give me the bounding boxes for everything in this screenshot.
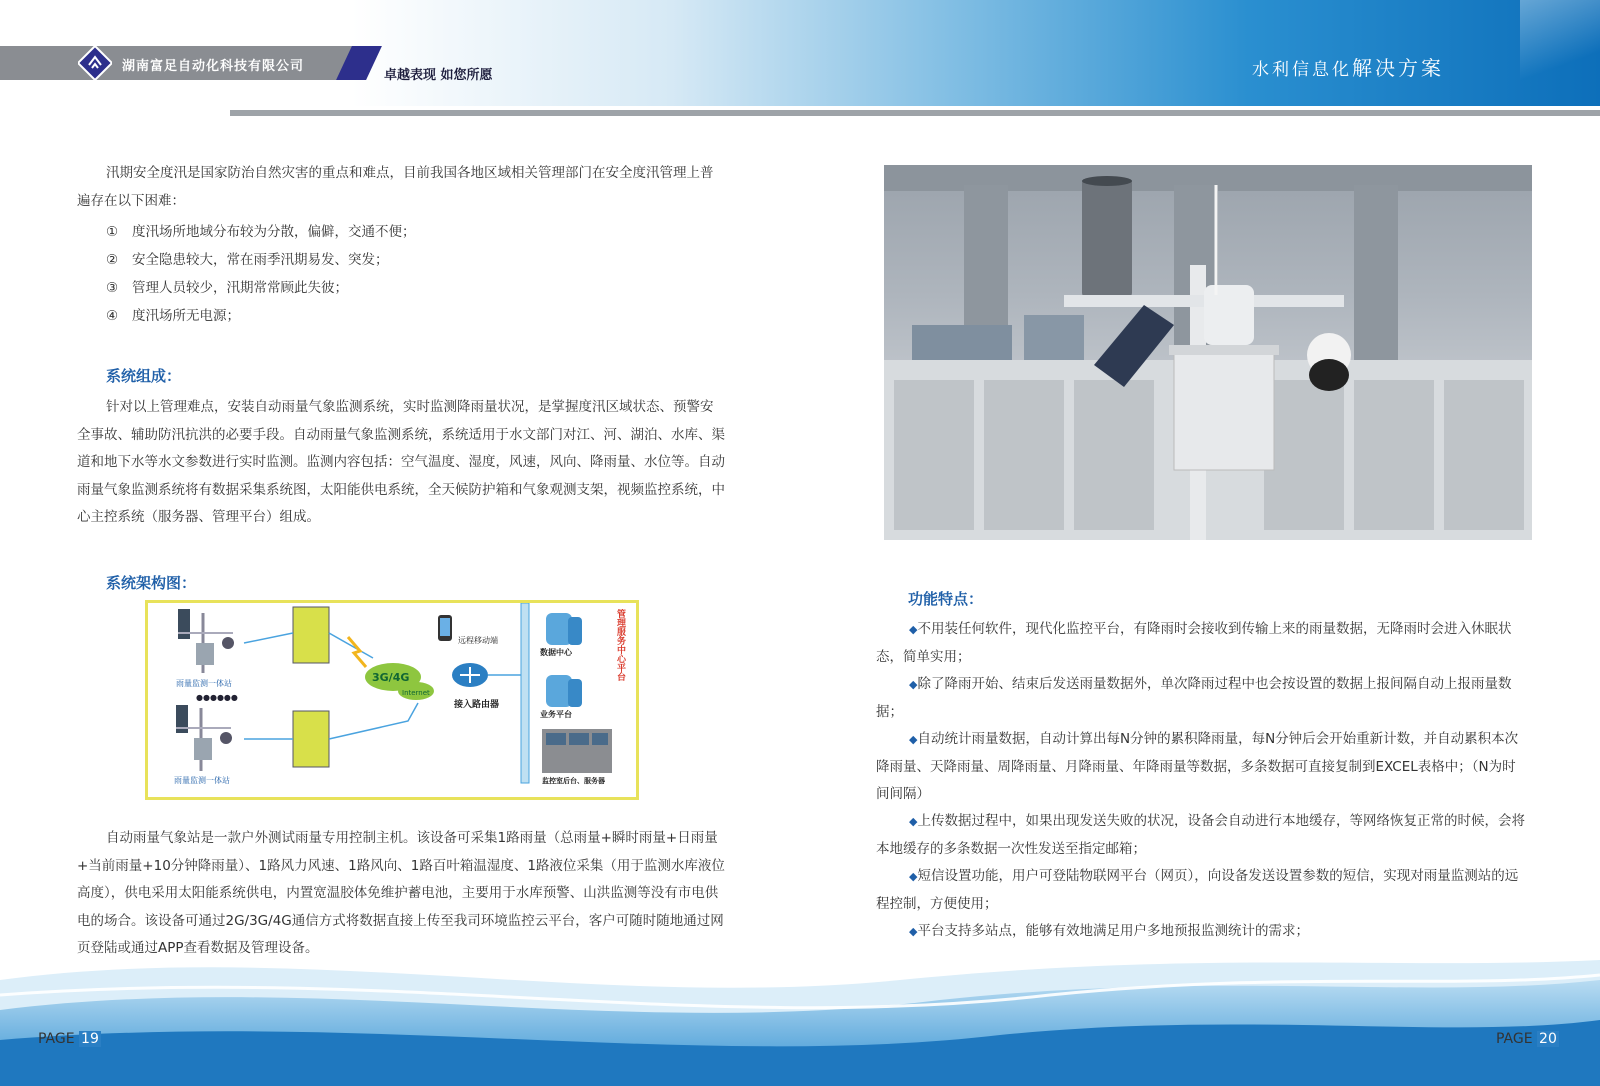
station-label: 雨量监测一体站	[176, 679, 232, 688]
diamond-bullet-icon: ◆	[909, 678, 918, 691]
dtu-device-icon	[293, 607, 329, 663]
weather-station-photo	[884, 165, 1532, 540]
header-decoration	[1520, 0, 1600, 106]
feature-text: 自动统计雨量数据，自动计算出每N分钟的累积降雨量，每N分钟后会开始重新计数，并自动累积本次降雨量、天降雨量、周降雨量、月降雨量、年降雨量等数据，多条数据可直接复制到EXCEL表格中；（N为时间间隔）	[876, 731, 1519, 802]
feature-text: 短信设置功能，用户可登陆物联网平台（网页），向设备发送设置参数的短信，实现对雨量监测站的远程控制，方便使用；	[876, 868, 1519, 912]
feature-item	[876, 671, 1526, 726]
company-name: 湖南富足自动化科技有限公司	[122, 59, 305, 74]
feature-text: 上传数据过程中，如果出现发送失败的状况，设备会自动进行本地缓存，等网络恢复正常的时候，会将本地缓存的多条数据一次性发送至指定邮箱；	[876, 813, 1525, 857]
monitor-label: 监控室后台、服务器	[542, 777, 605, 785]
list-item	[106, 304, 240, 324]
feature-text: 不用装任何软件，现代化监控平台，有降雨时会接收到传输上来的雨量数据，无降雨时会进入休眠状态，简单实用；	[876, 621, 1512, 665]
list-number: ①	[106, 224, 119, 240]
list-text: 度汛场所无电源；	[132, 308, 240, 324]
list-number: ④	[106, 308, 119, 324]
station-dots: ●●●●●●	[196, 693, 238, 702]
company-logo-icon	[78, 46, 112, 80]
diamond-bullet-icon: ◆	[909, 925, 918, 938]
header-underline	[230, 110, 1600, 116]
document-title	[1252, 52, 1444, 81]
feature-item	[876, 863, 1526, 918]
composition-paragraph: 针对以上管理难点，安装自动雨量气象监测系统，实时监测降雨量状况，是掌握度汛区域状态、预警安全事故、辅助防汛抗洪的必要手段。自动雨量气象监测系统，系统适用于水文部门对江、河、湖泊、水库、渠道和地下水等水文参数进行实时监测。监测内容包括：空气温度、湿度，风速，风向、降雨量、水位等。自动雨量气象监测系统将有数据采集系统图，太阳能供电系统，全天候防护箱和气象观测支架，视频监控系统，中心主控系统（服务器、管理平台）组成。	[77, 399, 725, 525]
page-label: PAGE	[38, 1031, 75, 1047]
diamond-bullet-icon: ◆	[909, 815, 918, 828]
architecture-heading: 系统架构图：	[106, 574, 197, 592]
list-text: 度汛场所地域分布较为分散，偏僻，交通不便；	[132, 224, 416, 240]
list-number: ③	[106, 280, 119, 296]
architecture-diagram-graphic	[148, 603, 636, 797]
page-num: 19	[81, 1031, 99, 1047]
station-2-icon	[176, 705, 232, 771]
network-label: 3G/4G	[372, 671, 410, 684]
list-text: 安全隐患较大，常在雨季汛期易发、突发；	[132, 252, 389, 268]
diamond-bullet-icon: ◆	[909, 733, 918, 746]
list-number: ②	[106, 252, 119, 268]
list-item	[106, 276, 348, 296]
slogan: 卓越表现 如您所愿	[384, 68, 493, 83]
feature-text: 除了降雨开始、结束后发送雨量数据外，单次降雨过程中也会按设置的数据上报间隔自动上报雨量数据；	[876, 676, 1512, 720]
station-1-icon	[178, 609, 234, 673]
station-paragraph: 自动雨量气象站是一款户外测试雨量专用控制主机。该设备可采集1路雨量（总雨量+瞬时雨量+日雨量+当前雨量+10分钟降雨量）、1路风力风速、1路风向、1路百叶箱温湿度、1路液位采集（用于监测水库液位高度），供电采用太阳能系统供电，内置宽温胶体免维护蓄电池，主要用于水库预警、山洪监测等没有市电供电的场合。该设备可通过2G/3G/4G通信方式将数据直接上传至我司环境监控云平台，客户可随时随地通过网页登陆或通过APP查看数据及管理设备。	[77, 830, 725, 956]
platform-label: 管理服务中心平台	[615, 609, 625, 681]
data-center-label: 数据中心	[540, 648, 572, 657]
feature-text: 平台支持多站点，能够有效地满足用户多地预报监测统计的需求；	[917, 923, 1309, 939]
data-center-icon	[546, 613, 582, 645]
features-heading: 功能特点：	[908, 590, 984, 608]
composition-heading: 系统组成：	[106, 367, 182, 385]
page-num: 20	[1539, 1031, 1557, 1047]
page-number-right	[1496, 1031, 1559, 1047]
list-item	[106, 220, 416, 240]
document-title-small: 水利信息化	[1252, 60, 1352, 80]
feature-item	[876, 726, 1526, 809]
router-label: 接入路由器	[454, 700, 500, 710]
business-platform-icon	[546, 675, 582, 707]
internet-label: Internet	[402, 689, 430, 697]
document-title-big: 解决方案	[1352, 56, 1444, 80]
dtu-device-icon-2	[293, 711, 329, 767]
diamond-bullet-icon: ◆	[909, 870, 918, 883]
business-label: 业务平台	[540, 710, 572, 719]
feature-item	[876, 616, 1526, 671]
station-label-2: 雨量监测一体站	[174, 776, 230, 785]
list-text: 管理人员较少，汛期常常顾此失彼；	[132, 280, 348, 296]
mobile-label: 远程移动端	[458, 636, 498, 645]
architecture-diagram	[145, 600, 639, 800]
page-number-left	[38, 1031, 101, 1047]
list-item	[106, 248, 389, 268]
feature-item	[876, 808, 1526, 863]
diamond-bullet-icon: ◆	[909, 623, 918, 636]
page-label: PAGE	[1496, 1031, 1533, 1047]
footer-wave-decoration	[0, 940, 1600, 1086]
intro-paragraph: 汛期安全度汛是国家防治自然灾害的重点和难点，目前我国各地区域相关管理部门在安全度汛管理上普遍存在以下困难：	[77, 165, 714, 209]
